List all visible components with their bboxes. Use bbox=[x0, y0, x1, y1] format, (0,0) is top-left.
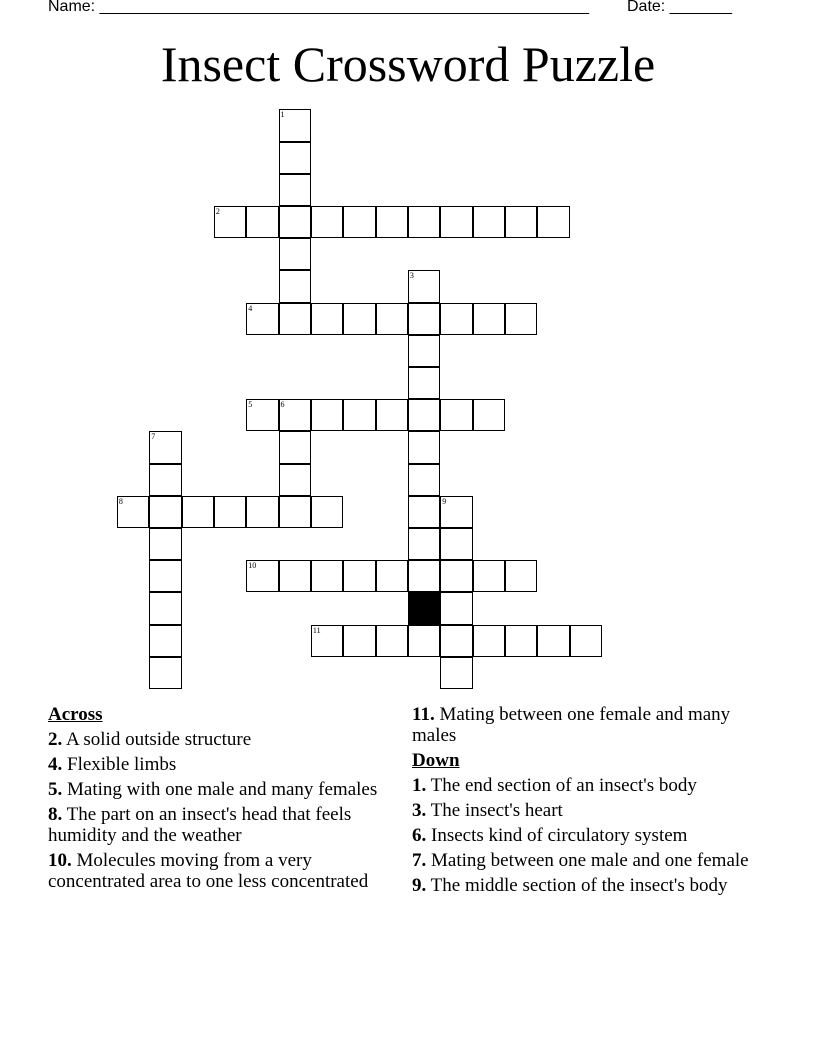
crossword-cell[interactable] bbox=[279, 560, 311, 592]
crossword-cell[interactable] bbox=[343, 560, 375, 592]
crossword-cell[interactable] bbox=[117, 496, 149, 528]
crossword-cell[interactable] bbox=[149, 528, 181, 560]
crossword-cell[interactable] bbox=[376, 625, 408, 657]
crossword-black-cell bbox=[408, 592, 440, 624]
crossword-cell[interactable] bbox=[440, 496, 472, 528]
crossword-cell[interactable] bbox=[408, 528, 440, 560]
across-heading: Across bbox=[48, 704, 103, 725]
crossword-cell[interactable] bbox=[408, 367, 440, 399]
crossword-cell[interactable] bbox=[279, 431, 311, 463]
crossword-cell[interactable] bbox=[311, 206, 343, 238]
crossword-cell[interactable] bbox=[149, 496, 181, 528]
crossword-cell[interactable] bbox=[408, 270, 440, 302]
crossword-cell[interactable] bbox=[214, 496, 246, 528]
crossword-cell[interactable] bbox=[408, 399, 440, 431]
crossword-cell[interactable] bbox=[440, 399, 472, 431]
crossword-cell[interactable] bbox=[279, 399, 311, 431]
crossword-cell[interactable] bbox=[505, 625, 537, 657]
crossword-cell[interactable] bbox=[246, 399, 278, 431]
crossword-cell[interactable] bbox=[343, 625, 375, 657]
clue-across-2: 2. A solid outside structure bbox=[48, 729, 252, 750]
crossword-cell[interactable] bbox=[408, 560, 440, 592]
crossword-cell[interactable] bbox=[343, 303, 375, 335]
name-field-label: Name: _______________________________________________________ bbox=[48, 0, 589, 15]
down-heading: Down bbox=[412, 750, 460, 771]
clue-across-5: 5. Mating with one male and many females bbox=[48, 779, 378, 800]
crossword-cell[interactable] bbox=[570, 625, 602, 657]
crossword-cell[interactable] bbox=[376, 303, 408, 335]
crossword-cell[interactable] bbox=[149, 625, 181, 657]
clue-number-label: 6 bbox=[280, 400, 285, 410]
crossword-cell[interactable] bbox=[279, 174, 311, 206]
crossword-cell[interactable] bbox=[311, 625, 343, 657]
clue-across-8: 8. The part on an insect's head that feels humidity and the weather bbox=[48, 804, 352, 846]
clue-number-label: 1 bbox=[280, 110, 285, 120]
crossword-cell[interactable] bbox=[408, 431, 440, 463]
crossword-cell[interactable] bbox=[311, 496, 343, 528]
crossword-cell[interactable] bbox=[214, 206, 246, 238]
clue-down-1: 1. The end section of an insect's body bbox=[412, 775, 697, 796]
crossword-cell[interactable] bbox=[246, 303, 278, 335]
crossword-cell[interactable] bbox=[473, 625, 505, 657]
crossword-cell[interactable] bbox=[279, 238, 311, 270]
crossword-cell[interactable] bbox=[279, 496, 311, 528]
crossword-cell[interactable] bbox=[440, 657, 472, 689]
date-field-label: Date: _______ bbox=[627, 0, 732, 15]
crossword-cell[interactable] bbox=[376, 399, 408, 431]
crossword-cell[interactable] bbox=[408, 496, 440, 528]
clue-number-label: 5 bbox=[248, 400, 253, 410]
crossword-cell[interactable] bbox=[246, 496, 278, 528]
crossword-cell[interactable] bbox=[505, 303, 537, 335]
crossword-cell[interactable] bbox=[149, 657, 181, 689]
crossword-cell[interactable] bbox=[149, 592, 181, 624]
clue-across-4: 4. Flexible limbs bbox=[48, 754, 177, 775]
crossword-cell[interactable] bbox=[343, 399, 375, 431]
clues-right-column bbox=[412, 704, 762, 900]
crossword-cell[interactable] bbox=[279, 206, 311, 238]
crossword-cell[interactable] bbox=[279, 464, 311, 496]
crossword-cell[interactable] bbox=[246, 206, 278, 238]
clue-number-label: 10 bbox=[248, 561, 257, 571]
clues-left-column bbox=[48, 704, 378, 896]
crossword-cell[interactable] bbox=[279, 270, 311, 302]
clue-number-label: 8 bbox=[118, 496, 123, 506]
clue-down-9: 9. The middle section of the insect's body bbox=[412, 875, 728, 896]
crossword-cell[interactable] bbox=[473, 560, 505, 592]
crossword-cell[interactable] bbox=[182, 496, 214, 528]
crossword-cell[interactable] bbox=[440, 592, 472, 624]
crossword-cell[interactable] bbox=[440, 625, 472, 657]
crossword-cell[interactable] bbox=[473, 399, 505, 431]
crossword-cell[interactable] bbox=[408, 335, 440, 367]
crossword-cell[interactable] bbox=[246, 560, 278, 592]
crossword-cell[interactable] bbox=[376, 560, 408, 592]
clue-across-10: 10. Molecules moving from a very concentrated area to one less concentrated bbox=[48, 850, 369, 892]
clue-across-11: 11. Mating between one female and many males bbox=[412, 704, 731, 746]
crossword-cell[interactable] bbox=[311, 303, 343, 335]
crossword-cell[interactable] bbox=[408, 206, 440, 238]
clue-number-label: 9 bbox=[442, 496, 447, 506]
crossword-cell[interactable] bbox=[343, 206, 375, 238]
crossword-cell[interactable] bbox=[537, 206, 569, 238]
page-title: Insect Crossword Puzzle bbox=[160, 36, 656, 92]
crossword-cell[interactable] bbox=[311, 399, 343, 431]
crossword-cell[interactable] bbox=[279, 109, 311, 141]
crossword-cell[interactable] bbox=[440, 560, 472, 592]
crossword-cell[interactable] bbox=[149, 431, 181, 463]
crossword-cell[interactable] bbox=[149, 464, 181, 496]
crossword-cell[interactable] bbox=[408, 625, 440, 657]
crossword-cell[interactable] bbox=[376, 206, 408, 238]
crossword-cell[interactable] bbox=[440, 303, 472, 335]
clue-down-7: 7. Mating between one male and one female bbox=[412, 850, 749, 871]
crossword-cell[interactable] bbox=[149, 560, 181, 592]
crossword-cell[interactable] bbox=[408, 464, 440, 496]
crossword-cell[interactable] bbox=[473, 303, 505, 335]
clue-number-label: 7 bbox=[151, 432, 156, 442]
clue-number-label: 3 bbox=[409, 271, 414, 281]
clue-down-3: 3. The insect's heart bbox=[412, 800, 563, 821]
crossword-cell[interactable] bbox=[408, 303, 440, 335]
crossword-cell[interactable] bbox=[537, 625, 569, 657]
crossword-cell[interactable] bbox=[505, 206, 537, 238]
clue-down-6: 6. Insects kind of circulatory system bbox=[412, 825, 688, 846]
clue-number-label: 2 bbox=[215, 207, 220, 216]
crossword-cell[interactable] bbox=[279, 303, 311, 335]
crossword-cell[interactable] bbox=[279, 142, 311, 174]
crossword-cell[interactable] bbox=[505, 560, 537, 592]
clue-number-label: 11 bbox=[312, 625, 321, 635]
crossword-cell[interactable] bbox=[440, 528, 472, 560]
crossword-cell[interactable] bbox=[440, 206, 472, 238]
crossword-cell[interactable] bbox=[473, 206, 505, 238]
clue-number-label: 4 bbox=[248, 303, 253, 313]
crossword-cell[interactable] bbox=[311, 560, 343, 592]
